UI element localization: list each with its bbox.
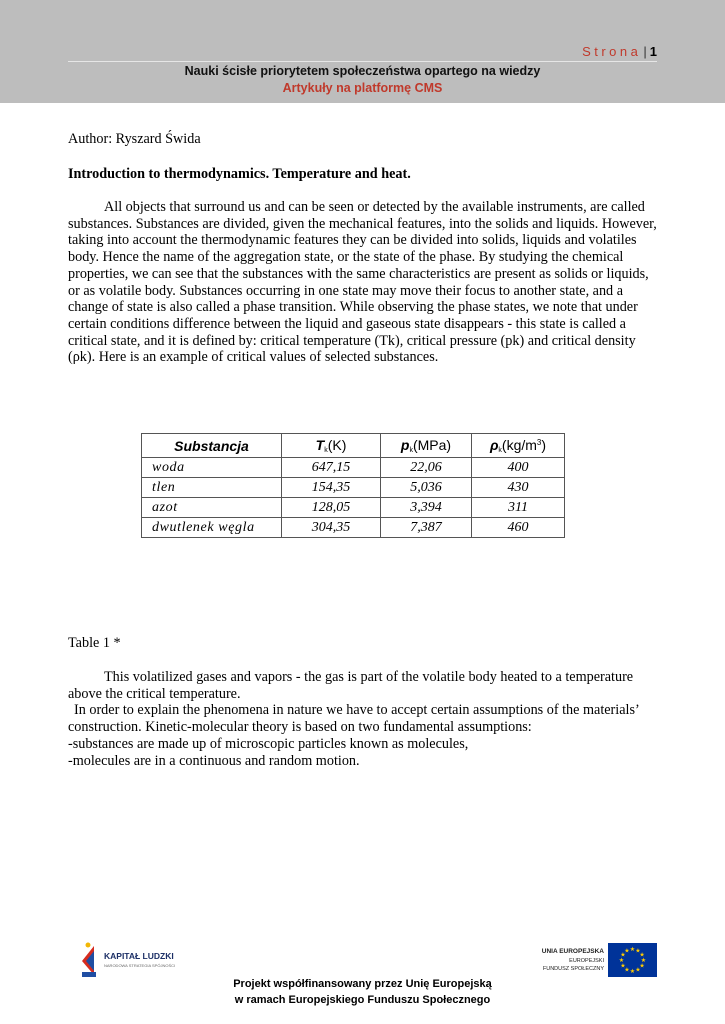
table-header-row (142, 434, 565, 458)
table-row (142, 498, 565, 518)
table-caption: Table 1 * (68, 635, 121, 651)
eu-star-icon: ★ (624, 947, 630, 955)
eu-star-icon: ★ (635, 966, 641, 974)
table-row (142, 518, 565, 538)
critical-values-table (141, 433, 565, 538)
cell-temperature: 304,35 (282, 518, 381, 538)
kapital-ludzki-logo-base (82, 972, 96, 977)
cell-temperature: 647,15 (282, 458, 381, 478)
paragraph-2-line: In order to explain the phenomena in nature we have to accept certain assumptions of the materials’ construction. Kinetic-molecular theory is based on two fundamental assumptions: (68, 702, 639, 736)
paragraph-2-line: -molecules are in a continuous and random motion. (68, 752, 360, 769)
column-header-temperature (282, 434, 381, 458)
density-symbol: ρ (489, 437, 499, 453)
cell-pressure: 5,036 (381, 478, 472, 498)
header-divider (68, 61, 657, 62)
cell-temperature: 128,05 (282, 498, 381, 518)
paragraph-2-line: This volatilized gases and vapors - the gas is part of the volatile body heated to a temperature above the critical temperature. (68, 669, 634, 702)
footer-line-2: w ramach Europejskiego Funduszu Społecznego (234, 994, 491, 1006)
cell-pressure: 7,387 (381, 518, 472, 538)
eu-social-fund-logo (535, 943, 657, 977)
cell-substance: dwutlenek węgla (142, 518, 282, 538)
cell-pressure: 3,394 (381, 498, 472, 518)
kapital-ludzki-name: KAPITAŁ LUDZKI (104, 951, 174, 961)
column-header-pressure (381, 434, 472, 458)
page-number (582, 44, 657, 59)
kapital-ludzki-subtitle: NARODOWA STRATEGIA SPÓJNOŚCI (104, 963, 176, 968)
eu-logo-line3: FUNDUSZ SPOŁECZNY (542, 966, 604, 972)
cell-temperature: 154,35 (282, 478, 381, 498)
eu-logo-line1: UNIA EUROPEJSKA (541, 948, 604, 955)
page-separator: | (643, 44, 647, 59)
paragraph-1: All objects that surround us and can be seen or detected by the available instruments, are called substances. Substances are divided, given the mechanical features, into the solids and liquids. However, taking into account the thermodynamic features they can be divided into solids, liquids and volatiles body. Hence the name of the aggregation state, or the state of the phase. By studying the chemical properties, we can see that the substances with the same characteristics are present as solids or liquids, or as volatile body. Substances occurring in one state may move their focus to another state, and a change of state is also called a phase transition. While observing the phase states, we note that under certain conditions difference between the liquid and gaseous state disappears - this state is called a critical state, and it is defined by: critical temperature (Tk), critical pressure (pk) and critical density (ρk). Here is an example of critical values of selected substances. (68, 199, 657, 366)
column-header-density (472, 434, 565, 458)
eu-star-icon: ★ (639, 951, 645, 959)
temperature-symbol: T (315, 437, 325, 453)
eu-star-icon: ★ (629, 968, 636, 976)
eu-star-icon: ★ (618, 957, 625, 965)
cell-substance: tlen (142, 478, 282, 498)
temperature-unit: (K) (327, 437, 347, 453)
author-line: Author: Ryszard Świda (68, 131, 201, 147)
kapital-ludzki-logo-star-icon (86, 943, 91, 948)
column-header-substance: Substancja (142, 434, 282, 458)
eu-star-icon: ★ (620, 951, 626, 959)
cell-density: 400 (472, 458, 565, 478)
eu-star-icon: ★ (640, 957, 647, 965)
pressure-symbol: p (400, 437, 410, 453)
page-word: Strona (582, 44, 642, 59)
eu-star-icon: ★ (639, 962, 645, 970)
paragraph-2 (68, 669, 658, 769)
page-number-value: 1 (649, 44, 657, 59)
eu-star-icon: ★ (620, 962, 626, 970)
table-row (142, 478, 565, 498)
cell-substance: azot (142, 498, 282, 518)
temperature-subscript: k (324, 447, 328, 454)
pressure-unit: (MPa) (412, 437, 452, 453)
density-unit: (kg/m (501, 437, 537, 453)
density-unit-close: ) (541, 437, 547, 453)
header-subtitle: Artykuły na platformę CMS (282, 81, 443, 95)
page-header (0, 0, 725, 103)
cell-density: 460 (472, 518, 565, 538)
paragraph-2-line: -substances are made up of microscopic particles known as molecules, (68, 735, 469, 752)
kapital-ludzki-logo (80, 941, 190, 979)
eu-star-icon: ★ (635, 947, 641, 955)
density-unit-exponent: 3 (536, 438, 542, 447)
cell-pressure: 22,06 (381, 458, 472, 478)
density-subscript: k (498, 447, 502, 454)
eu-logo-line2: EUROPEJSKI (569, 958, 604, 964)
eu-star-icon: ★ (629, 946, 636, 954)
footer-line-1: Projekt współfinansowany przez Unię Europejską (233, 978, 492, 990)
cell-density: 311 (472, 498, 565, 518)
cell-density: 430 (472, 478, 565, 498)
table-row (142, 458, 565, 478)
header-title: Nauki ścisłe priorytetem społeczeństwa opartego na wiedzy (184, 64, 541, 78)
article-heading: Introduction to thermodynamics. Temperature and heat. (68, 166, 411, 182)
cell-substance: woda (142, 458, 282, 478)
pressure-subscript: k (409, 447, 413, 454)
eu-star-icon: ★ (624, 966, 630, 974)
